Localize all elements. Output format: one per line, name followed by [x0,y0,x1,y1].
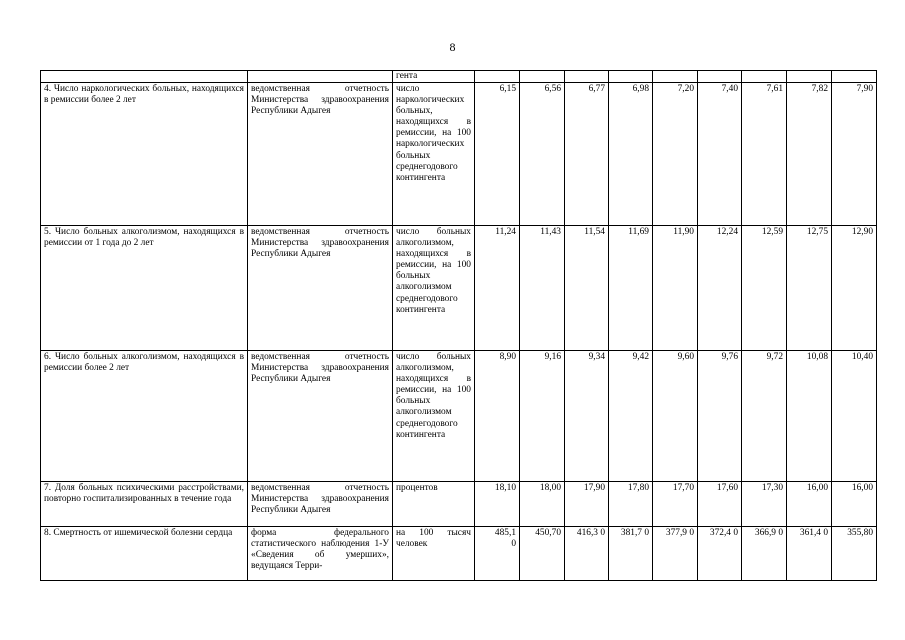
value-cell: 10,08 [787,351,832,482]
value-cell: 12,75 [787,226,832,351]
table-cell [475,71,520,83]
value-cell: 416,3 0 [565,527,609,581]
value-cell: 16,00 [787,482,832,527]
value-cell: 6,15 [475,83,520,226]
table-cell [742,71,787,83]
table-row [41,83,877,226]
value-cell: 18,10 [475,482,520,527]
unit-cell: на 100 тысяч человек [393,527,475,581]
table-cell [565,71,609,83]
value-cell: 11,24 [475,226,520,351]
unit-cell: число больных алкоголизмом, находящихся в ремиссии, на 100 больных алкоголизмом среднегодового контингента [393,351,475,482]
table-cell [698,71,742,83]
value-cell: 17,30 [742,482,787,527]
value-cell: 9,16 [520,351,565,482]
table-row [41,527,877,581]
table-cell [609,71,653,83]
value-cell: 8,90 [475,351,520,482]
value-cell: 6,56 [520,83,565,226]
value-cell: 10,40 [832,351,877,482]
source-cell: форма федерального статистического наблюдения 1-У «Сведения об умерших», ведущаяся Терри- [248,527,393,581]
value-cell: 17,90 [565,482,609,527]
unit-cell-fragment: гента [393,71,475,83]
unit-cell: число больных алкоголизмом, находящихся в ремиссии, на 100 больных алкоголизмом среднегодового контингента [393,226,475,351]
value-cell: 17,70 [653,482,698,527]
value-cell: 16,00 [832,482,877,527]
table-body [41,71,877,581]
value-cell: 361,4 0 [787,527,832,581]
value-cell: 7,82 [787,83,832,226]
table-cell [248,71,393,83]
value-cell: 355,80 [832,527,877,581]
source-cell: ведомственная отчетность Министерства здравоохранения Республики Адыгея [248,482,393,527]
value-cell: 11,54 [565,226,609,351]
indicator-cell: 5. Число больных алкоголизмом, находящихся в ремиссии от 1 года до 2 лет [41,226,248,351]
indicator-cell: 6. Число больных алкоголизмом, находящихся в ремиссии более 2 лет [41,351,248,482]
value-cell: 485,1 0 [475,527,520,581]
value-cell: 9,72 [742,351,787,482]
indicator-cell: 8. Смертность от ишемической болезни сердца [41,527,248,581]
page-number: 8 [449,40,456,54]
value-cell: 7,20 [653,83,698,226]
value-cell: 450,70 [520,527,565,581]
value-cell: 12,24 [698,226,742,351]
unit-cell: процентов [393,482,475,527]
table-row [41,351,877,482]
table-cell [41,71,248,83]
value-cell: 9,34 [565,351,609,482]
value-cell: 377,9 0 [653,527,698,581]
value-cell: 6,98 [609,83,653,226]
value-cell: 11,43 [520,226,565,351]
value-cell: 17,80 [609,482,653,527]
value-cell: 381,7 0 [609,527,653,581]
value-cell: 11,90 [653,226,698,351]
value-cell: 12,90 [832,226,877,351]
table-cell [832,71,877,83]
value-cell: 6,77 [565,83,609,226]
source-cell: ведомственная отчетность Министерства здравоохранения Республики Адыгея [248,83,393,226]
value-cell: 7,40 [698,83,742,226]
value-cell: 17,60 [698,482,742,527]
indicator-cell: 4. Число наркологических больных, находящихся в ремиссии более 2 лет [41,83,248,226]
source-cell: ведомственная отчетность Министерства здравоохранения Республики Адыгея [248,226,393,351]
value-cell: 9,60 [653,351,698,482]
value-cell: 18,00 [520,482,565,527]
value-cell: 9,76 [698,351,742,482]
indicator-cell: 7. Доля больных психическими расстройствами, повторно госпитализированных в течение года [41,482,248,527]
table-cell [653,71,698,83]
table-cell [520,71,565,83]
unit-cell: число наркологических больных, находящихся в ремиссии, на 100 наркологических больных среднегодового контингента [393,83,475,226]
table-row [41,226,877,351]
table-row-continuation [41,71,877,83]
table-cell [787,71,832,83]
indicators-table [40,70,877,581]
value-cell: 9,42 [609,351,653,482]
source-cell: ведомственная отчетность Министерства здравоохранения Республики Адыгея [248,351,393,482]
value-cell: 7,90 [832,83,877,226]
value-cell: 11,69 [609,226,653,351]
value-cell: 372,4 0 [698,527,742,581]
value-cell: 12,59 [742,226,787,351]
value-cell: 7,61 [742,83,787,226]
table-row [41,482,877,527]
value-cell: 366,9 0 [742,527,787,581]
